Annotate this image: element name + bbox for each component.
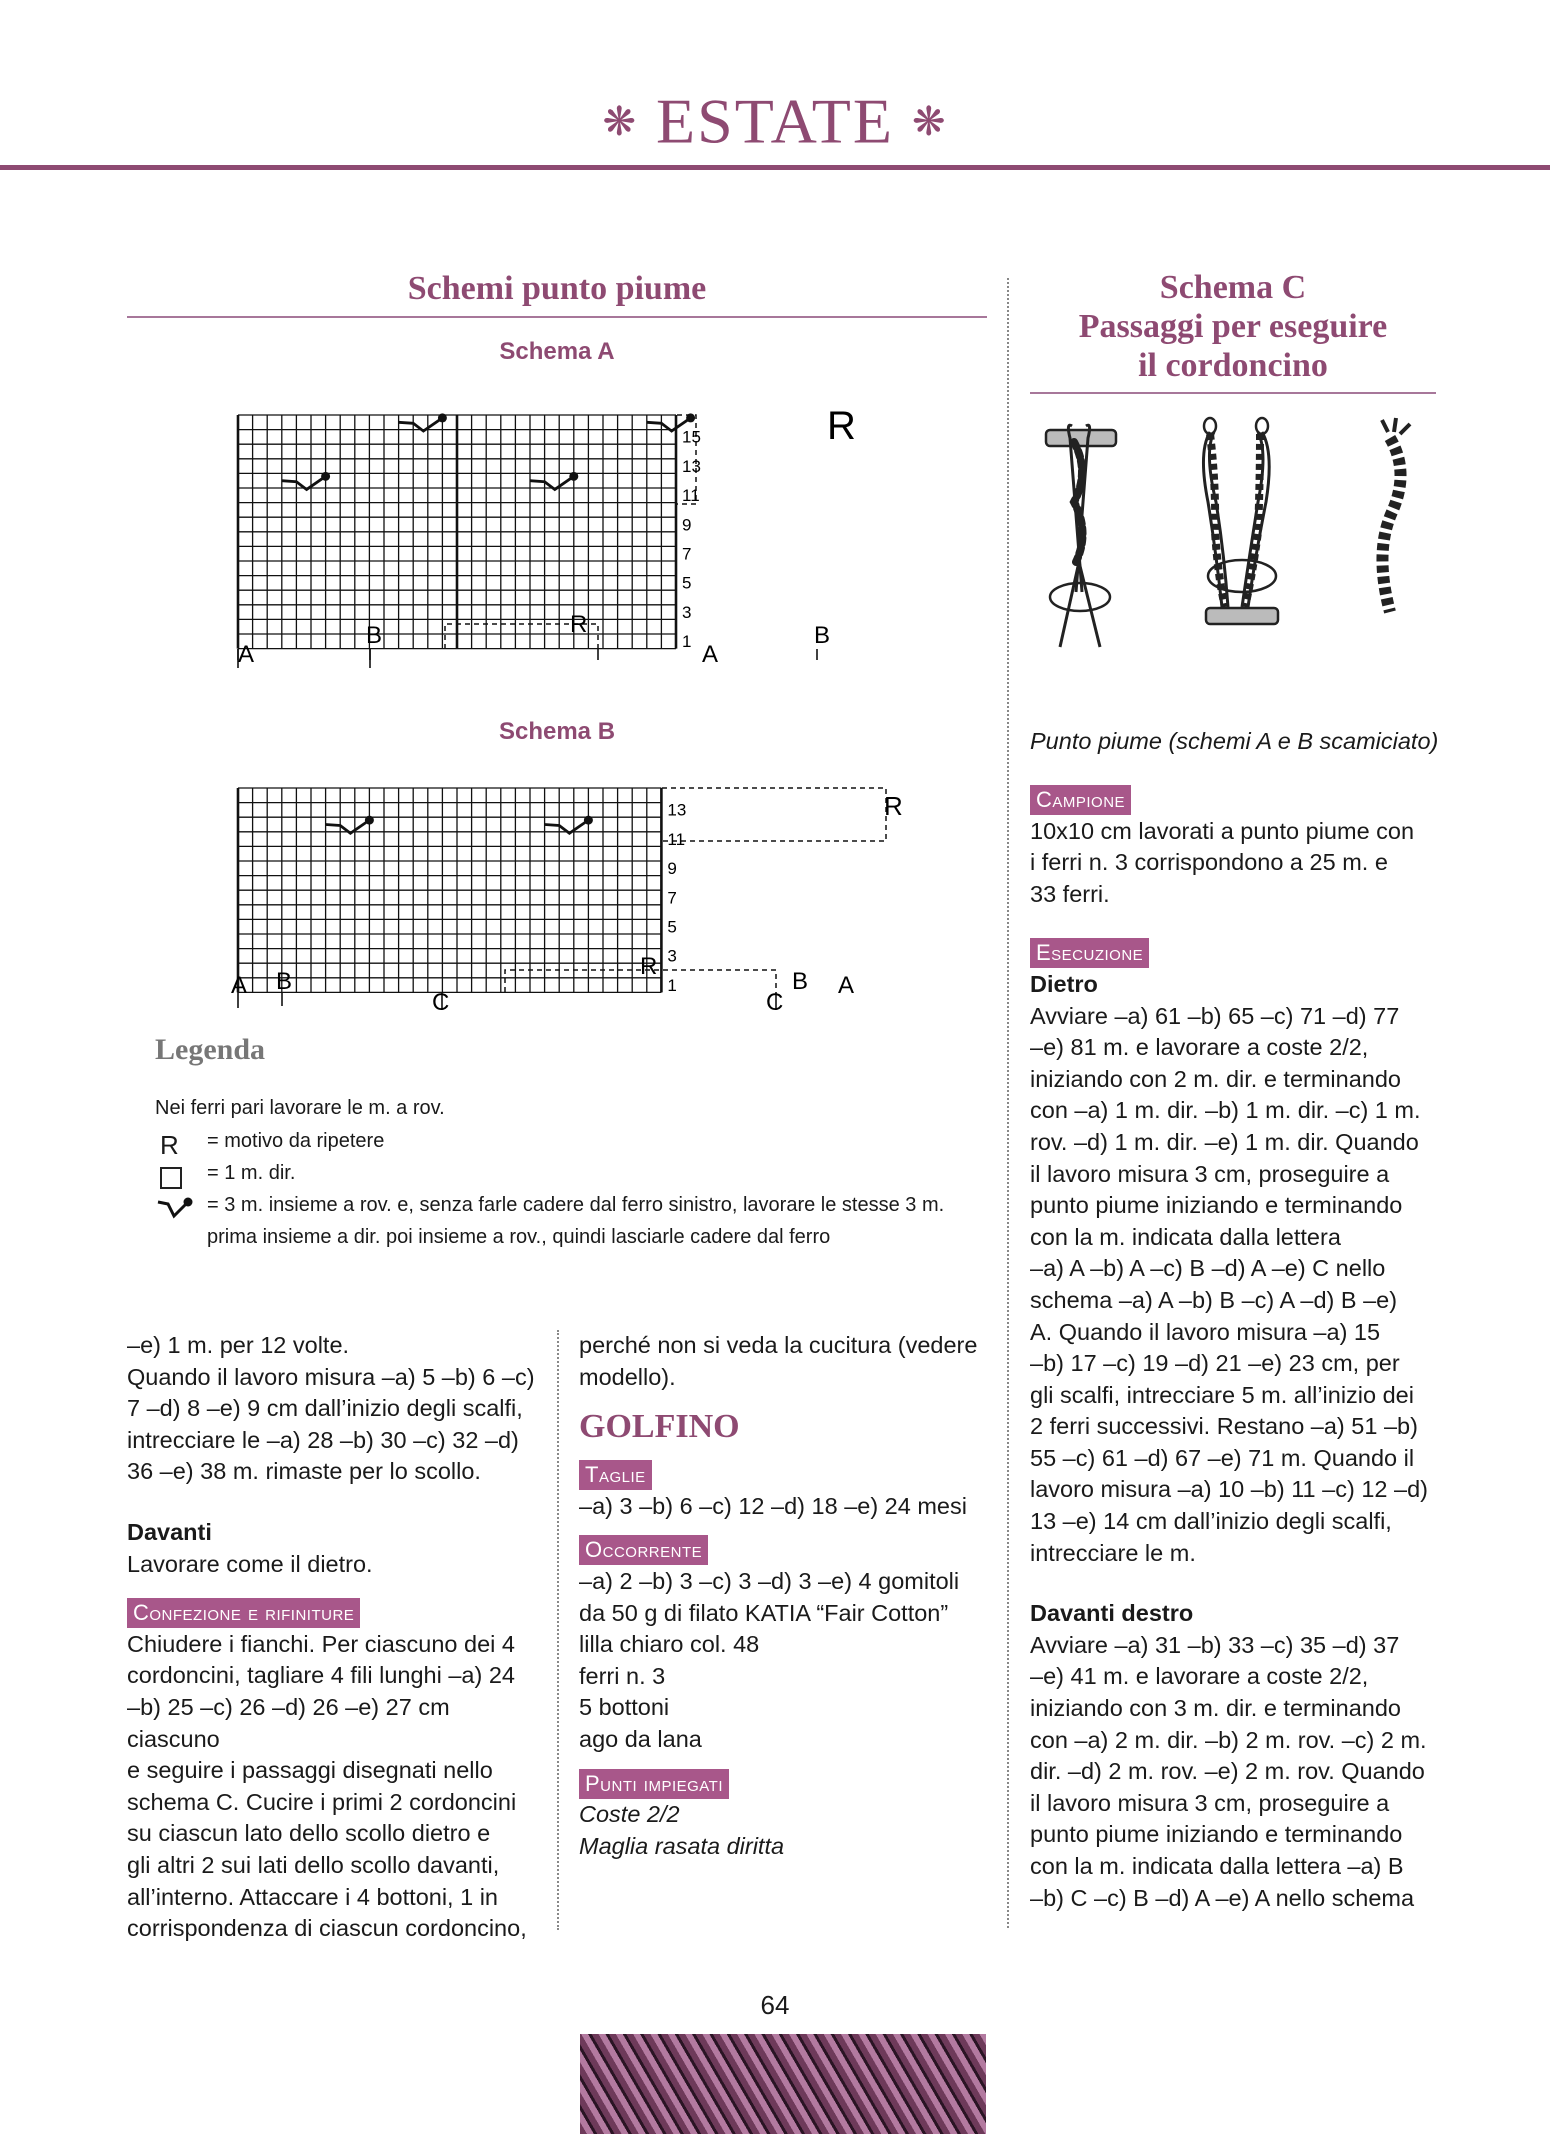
mark-b: B xyxy=(814,622,831,649)
text-line: –a) A –b) A –c) B –d) A –e) C nello xyxy=(1030,1255,1386,1282)
legend-intro: Nei ferri pari lavorare le m. a rov. xyxy=(155,1097,445,1119)
schema-b-repeat-mark: R xyxy=(884,791,903,821)
cord-step-2 xyxy=(1203,418,1278,624)
text-line: –b) 17 –c) 19 –d) 21 –e) 23 cm, per xyxy=(1030,1350,1400,1377)
text-line: su ciascun lato dello scollo dietro e xyxy=(127,1820,491,1847)
text-line: 36 –e) 38 m. rimaste per lo scollo. xyxy=(127,1458,481,1485)
davanti-destro-heading: Davanti destro xyxy=(1030,1600,1194,1627)
text-line: 13 –e) 14 cm dall’inizio degli scalfi, xyxy=(1030,1508,1392,1535)
schema-c-title xyxy=(1030,268,1436,385)
column-separator xyxy=(1007,278,1009,1928)
text-line: Avviare –a) 31 –b) 33 –c) 35 –d) 37 xyxy=(1030,1631,1400,1658)
page-number: 64 xyxy=(760,1990,790,2020)
schema-a-chart xyxy=(220,400,900,680)
row-number: 5 xyxy=(682,573,692,593)
text-line: A. Quando il lavoro misura –a) 15 xyxy=(1030,1318,1381,1345)
text-line: Maglia rasata diritta xyxy=(579,1832,785,1859)
row-number: 13 xyxy=(682,456,701,476)
text-column-3 xyxy=(1030,784,1440,1914)
schema-b-row-numbers xyxy=(667,801,686,995)
legend-title: Legenda xyxy=(155,1033,266,1066)
row-number: 9 xyxy=(667,859,677,879)
cord-step-1 xyxy=(1046,425,1116,647)
davanti-heading: Davanti xyxy=(127,1518,212,1545)
legend-dec-desc-1: = 3 m. insieme a rov. e, senza farle cadere dal ferro sinistro, lavorare le stesse 3 m. xyxy=(207,1194,945,1216)
legend-dec-desc-2: prima insieme a dir. poi insieme a rov., quindi lasciarle cadere dal ferro xyxy=(207,1226,831,1248)
mark-a: A xyxy=(702,641,719,668)
mark-c: C xyxy=(766,989,784,1016)
legend-r-symbol: R xyxy=(160,1130,179,1160)
punti-label: Punti impiegati xyxy=(579,1769,729,1799)
text-line: intrecciare le m. xyxy=(1030,1539,1196,1566)
mark-b: B xyxy=(792,968,809,995)
text-line: –e) 41 m. e lavorare a coste 2/2, xyxy=(1030,1663,1369,1690)
text-line: i ferri n. 3 corrispondono a 25 m. e xyxy=(1030,849,1388,876)
davanti-destro-text xyxy=(1030,1630,1440,1914)
text-line: Quando il lavoro misura –a) 5 –b) 6 –c) xyxy=(127,1363,535,1390)
text-line: iniziando con 2 m. dir. e terminando xyxy=(1030,1065,1401,1092)
schema-b-grid xyxy=(238,788,886,1010)
row-number: 7 xyxy=(682,544,692,564)
legend-r-desc: = motivo da ripetere xyxy=(207,1130,385,1152)
row-number: 7 xyxy=(667,888,677,908)
text-line: cordoncini, tagliare 4 fili lunghi –a) 24 xyxy=(127,1662,515,1689)
header-title: ESTATE xyxy=(656,85,894,157)
section-rule xyxy=(127,316,987,318)
mark-b: B xyxy=(366,622,383,649)
row-number: 15 xyxy=(682,427,701,447)
taglie-label: Taglie xyxy=(579,1460,652,1490)
title-line: Passaggi per eseguire xyxy=(1078,308,1388,345)
text-line: punto piume iniziando e terminando xyxy=(1030,1821,1403,1848)
row-number: 11 xyxy=(667,829,686,849)
row-number: 1 xyxy=(667,975,677,995)
text-line: Avviare –a) 61 –b) 65 –c) 71 –d) 77 xyxy=(1030,1002,1400,1029)
golfino-heading: GOLFINO xyxy=(579,1408,740,1446)
text-line: il lavoro misura 3 cm, proseguire a xyxy=(1030,1789,1390,1816)
running-header xyxy=(0,78,1550,158)
mark-a: A xyxy=(231,972,248,999)
mark-a: A xyxy=(238,641,255,668)
confezione-label: Confezione e rifiniture xyxy=(127,1598,360,1628)
text-line: iniziando con 3 m. dir. e terminando xyxy=(1030,1695,1401,1722)
row-number: 3 xyxy=(667,946,677,966)
text-line: lilla chiaro col. 48 xyxy=(579,1631,760,1658)
text-line: con la m. indicata dalla lettera –a) B xyxy=(1030,1853,1404,1879)
title-line: Schema C xyxy=(1159,269,1307,306)
text-line: schema –a) A –b) B –c) A –d) B –e) xyxy=(1030,1286,1398,1313)
mark-r: R xyxy=(570,611,588,638)
occorrente-label: Occorrente xyxy=(579,1535,708,1565)
schema-a-repeat-mark: R xyxy=(827,404,856,448)
legend-box-desc: = 1 m. dir. xyxy=(207,1162,296,1184)
text-line: con –a) 2 m. dir. –b) 2 m. rov. –c) 2 m. xyxy=(1030,1726,1427,1753)
schema-b-chart xyxy=(220,778,903,1018)
text-line: 2 ferri successivi. Restano –a) 51 –b) xyxy=(1030,1413,1418,1440)
text-line: con la m. indicata dalla lettera xyxy=(1030,1223,1341,1250)
text-line: modello). xyxy=(579,1363,676,1390)
text-line: dir. –d) 2 m. rov. –e) 2 m. rov. Quando xyxy=(1030,1758,1425,1785)
text-column-2 xyxy=(579,1330,999,1862)
text-line: punto piume iniziando e terminando xyxy=(1030,1192,1403,1219)
text-line: 5 bottoni xyxy=(579,1694,670,1721)
schema-b-label: Schema B xyxy=(498,718,616,745)
section-title: Schemi punto piume xyxy=(407,270,707,307)
figure-caption: Punto piume (schemi A e B scamiciato) xyxy=(1030,728,1439,754)
section-rule xyxy=(1030,392,1436,394)
decrease-stitch-icon xyxy=(154,1192,194,1222)
dietro-text xyxy=(1030,1001,1440,1570)
column-separator xyxy=(557,1330,559,1930)
text-line: corrispondenza di ciascun cordoncino, xyxy=(127,1915,527,1942)
flower-icon: ❋ xyxy=(602,98,639,144)
text-line: Chiudere i fianchi. Per ciascuno dei 4 xyxy=(127,1630,515,1657)
text-line: –a) 3 –b) 6 –c) 12 –d) 18 –e) 24 mesi xyxy=(579,1492,967,1519)
text-line: 55 –c) 61 –d) 67 –e) 71 m. Quando il xyxy=(1030,1444,1415,1471)
row-number: 1 xyxy=(682,632,692,652)
text-line: da 50 g di filato KATIA “Fair Cotton” xyxy=(579,1599,949,1626)
mark-a: A xyxy=(838,972,855,999)
text-line: Coste 2/2 xyxy=(579,1801,680,1828)
mark-c: C xyxy=(432,989,450,1016)
row-number: 5 xyxy=(667,917,677,937)
text-line: intrecciare le –a) 28 –b) 30 –c) 32 –d) xyxy=(127,1426,519,1453)
row-number: 11 xyxy=(682,486,700,506)
cord-steps-illustration xyxy=(1030,412,1436,652)
text-line: e seguire i passaggi disegnati nello xyxy=(127,1757,493,1784)
text-line: schema C. Cucire i primi 2 cordoncini xyxy=(127,1788,517,1815)
cord-step-3 xyxy=(1382,418,1410,612)
title-line: il cordoncino xyxy=(1138,347,1328,384)
text-line: ferri n. 3 xyxy=(579,1662,666,1689)
knit-texture-image xyxy=(580,2034,986,2134)
text-line: 10x10 cm lavorati a punto piume con xyxy=(1030,817,1415,844)
text-line: –b) C –c) B –d) A –e) A nello schema xyxy=(1030,1884,1415,1911)
schema-b-bottom-marks xyxy=(231,953,854,1016)
row-number: 3 xyxy=(682,602,692,622)
campione-label: Campione xyxy=(1030,785,1131,815)
text-line: lavoro misura –a) 10 –b) 11 –c) 12 –d) xyxy=(1030,1476,1428,1503)
text-line: all’interno. Attaccare i 4 bottoni, 1 in xyxy=(127,1883,498,1910)
text-line: con –a) 1 m. dir. –b) 1 m. dir. –c) 1 m. xyxy=(1030,1097,1421,1124)
schema-a-grid xyxy=(238,413,817,668)
dietro-heading: Dietro xyxy=(1030,970,1098,997)
header-rule xyxy=(0,165,1550,170)
text-line: –e) 1 m. per 12 volte. xyxy=(127,1332,350,1358)
text-line: –b) 25 –c) 26 –d) 26 –e) 27 cm ciascuno xyxy=(127,1693,450,1752)
text-line: perché non si veda la cucitura (vedere xyxy=(579,1332,978,1358)
text-line: –a) 2 –b) 3 –c) 3 –d) 3 –e) 4 gomitoli xyxy=(579,1567,960,1594)
text-line: ago da lana xyxy=(579,1725,702,1752)
text-line: rov. –d) 1 m. dir. –e) 1 m. dir. Quando xyxy=(1030,1128,1419,1155)
schema-a-label: Schema A xyxy=(499,338,615,365)
text-line: il lavoro misura 3 cm, proseguire a xyxy=(1030,1160,1390,1187)
knit-stitch-icon xyxy=(160,1167,182,1189)
text-line: gli altri 2 sui lati dello scollo davanti, xyxy=(127,1851,500,1878)
flower-icon: ❋ xyxy=(911,98,948,144)
row-number: 9 xyxy=(682,515,692,535)
text-column-1 xyxy=(127,1330,547,1945)
row-number: 13 xyxy=(667,800,687,820)
mark-r: R xyxy=(640,953,658,980)
text-line: Lavorare come il dietro. xyxy=(127,1550,373,1577)
text-line: –e) 81 m. e lavorare a coste 2/2, xyxy=(1030,1034,1369,1061)
text-line: gli scalfi, intrecciare 5 m. all’inizio dei xyxy=(1030,1381,1414,1408)
mark-b: B xyxy=(276,968,293,995)
esecuzione-label: Esecuzione xyxy=(1030,938,1149,968)
schema-a-row-numbers xyxy=(682,428,701,651)
text-line: 33 ferri. xyxy=(1030,880,1110,907)
text-line: 7 –d) 8 –e) 9 cm dall’inizio degli scalfi, xyxy=(127,1395,523,1422)
